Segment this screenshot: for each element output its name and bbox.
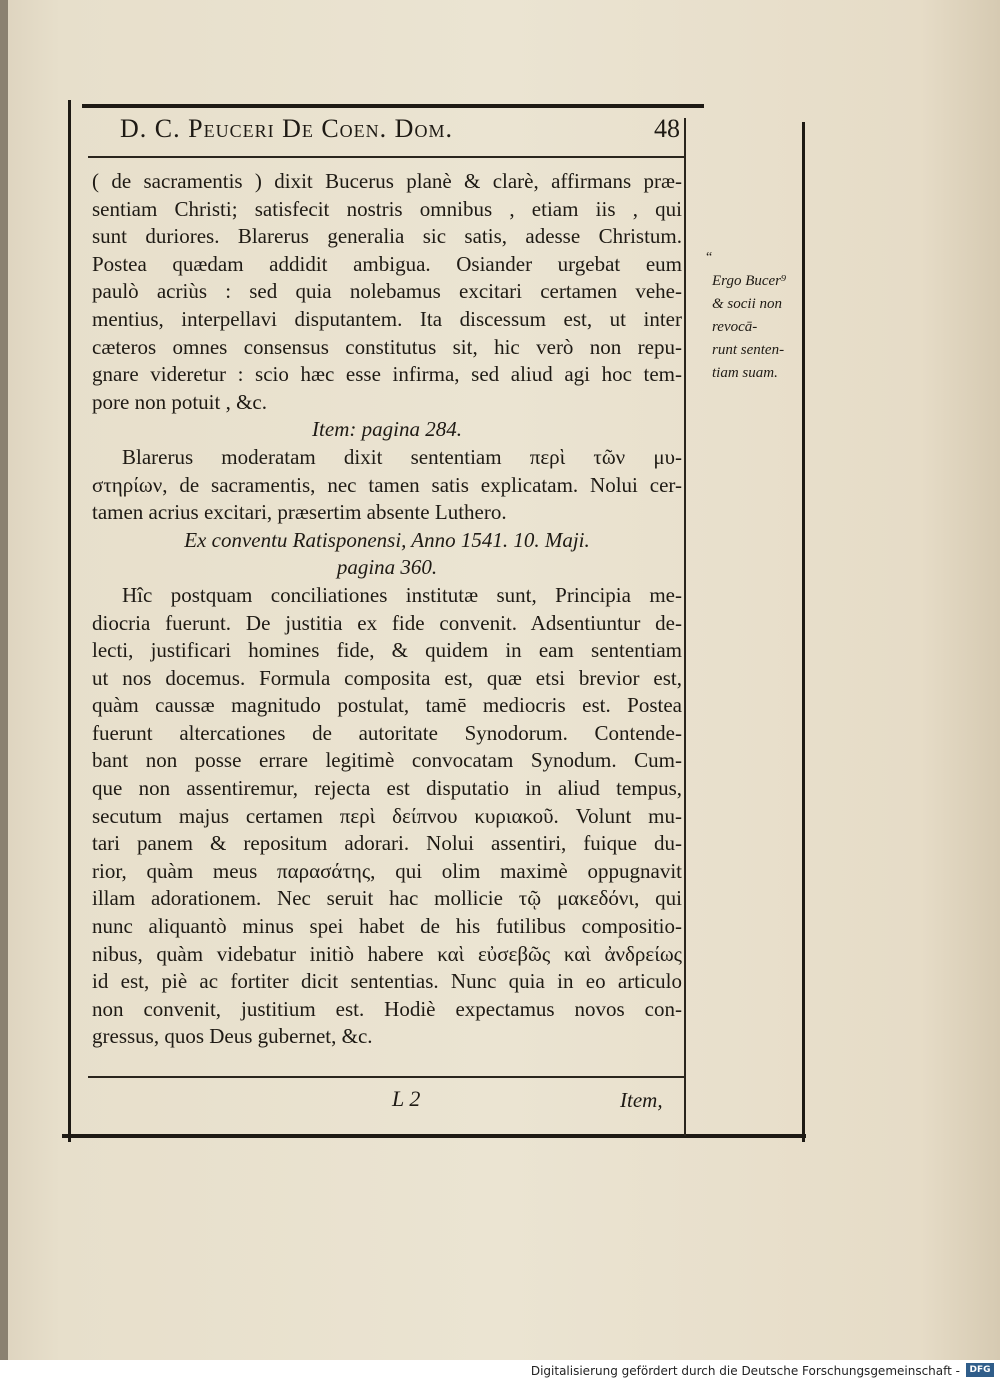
text-line: gnare videretur : scio hæc esse infirma, sed aliud agi hoc tem- (92, 362, 682, 387)
text-line: non convenit, justitium est. Hodiè expectamus novos con- (92, 996, 682, 1021)
section-heading: Ex conventu Ratisponensi, Anno 1541. 10. Maji. (184, 527, 590, 552)
text-line: tamen acrius excitari, præsertim absente Luthero. (92, 500, 507, 525)
text-line: mentius, interpellavi disputantem. Ita discessum est, ut inter (92, 306, 682, 331)
text-line: id est, piè ac fortiter dicit sententias. Nunc quia in eo articulo (92, 969, 682, 994)
dfg-logo: DFG (966, 1363, 994, 1377)
text-line: tari panem & repositum adorari. Nolui assentiri, fuique du- (92, 831, 682, 856)
text-line: gressus, quos Deus gubernet, &c. (92, 1024, 373, 1049)
running-head: D. C. Peuceri De Coen. Dom. (120, 114, 453, 143)
text-line: que non assentiremur, rejecta est disputatio in aliud tempus, (92, 776, 682, 801)
text-line: ( de sacramentis ) dixit Bucerus planè & clarè, affirmans præ- (92, 169, 682, 193)
marginal-note-line: runt senten- (712, 342, 785, 358)
marginal-note-line: revocā- (712, 319, 758, 335)
section-heading: pagina 360. (336, 555, 438, 580)
text-line: στηρίων, de sacramentis, nec tamen satis explicatam. Nolui cer- (92, 472, 682, 497)
frame-rule-bottom (62, 1134, 806, 1138)
text-line: diocria fuerunt. De justitia ex fide convenit. Adsentiuntur de- (92, 610, 682, 635)
text-line: illam adorationem. Nec seruit hac mollicie τῷ μακεδόνι, qui (92, 886, 682, 911)
text-line: nunc aliquantò minus spei habet de his futilibus compositio- (92, 914, 682, 939)
text-line: sunt duriores. Blarerus generalia sic satis, adesse Christum. (92, 224, 682, 249)
column-rule (684, 118, 686, 1136)
text-line: lecti, justificari homines fide, & quidem in eam sententiam (92, 638, 682, 663)
text-line: quàm caussæ magnitudo postulat, tamē mediocris est. Postea (92, 693, 682, 718)
catchword: Item, (620, 1088, 663, 1112)
text-line: ut nos docemus. Formula composita est, quæ etsi brevior est, (92, 665, 682, 690)
text-line: bant non posse errare legitimè convocatam Synodum. Cum- (92, 748, 682, 773)
footer-rule (88, 1076, 684, 1078)
text-line: fuerunt altercationes de autoritate Synodorum. Contende- (92, 720, 682, 745)
text-line: Hîc postquam conciliationes institutæ sunt, Principia me- (122, 582, 682, 607)
marginal-note-line: tiam suam. (712, 365, 778, 381)
text-line: paulò acriùs : sed quia nolebamus excitari certamen vehe- (92, 279, 682, 304)
text-line: rior, quàm meus παρασάτης, qui olim maximè oppugnavit (92, 858, 682, 883)
text-line: Postea quædam addidit ambigua. Osiander urgebat eum (92, 251, 682, 276)
marginal-note-line: & socii non (712, 296, 782, 312)
body-text (92, 168, 682, 1051)
text-line: pore non potuit , &c. (92, 389, 267, 414)
header-rule (88, 156, 684, 158)
page-number: 48 (654, 114, 680, 143)
frame-rule-right (802, 122, 805, 1142)
marginal-note-line: Ergo Bucer⁹ (712, 273, 787, 289)
signature-mark: L 2 (392, 1086, 421, 1111)
marginal-quote-mark: “ (706, 250, 713, 265)
text-line: sentiam Christi; satisfecit nostris omnibus , etiam iis , qui (92, 196, 682, 221)
frame-rule-top (82, 104, 704, 108)
text-line: nibus, quàm videbatur initiò habere καὶ εὐσεβῶς καὶ ἀνδρείως (92, 941, 682, 966)
text-line: cæteros omnes consensus constitutus sit, hic verò non repu- (92, 334, 682, 359)
text-line: Blarerus moderatam dixit sententiam περὶ τῶν μυ- (122, 444, 682, 469)
funding-note: Digitalisierung gefördert durch die Deutsche Forschungsgemeinschaft - (530, 1364, 960, 1378)
page-edge (0, 0, 8, 1360)
marginal-note (712, 270, 802, 385)
section-heading: Item: pagina 284. (312, 417, 462, 442)
frame-rule-left (68, 100, 71, 1142)
text-line: secutum majus certamen περὶ δείπνου κυριακοῦ. Volunt mu- (92, 803, 682, 828)
